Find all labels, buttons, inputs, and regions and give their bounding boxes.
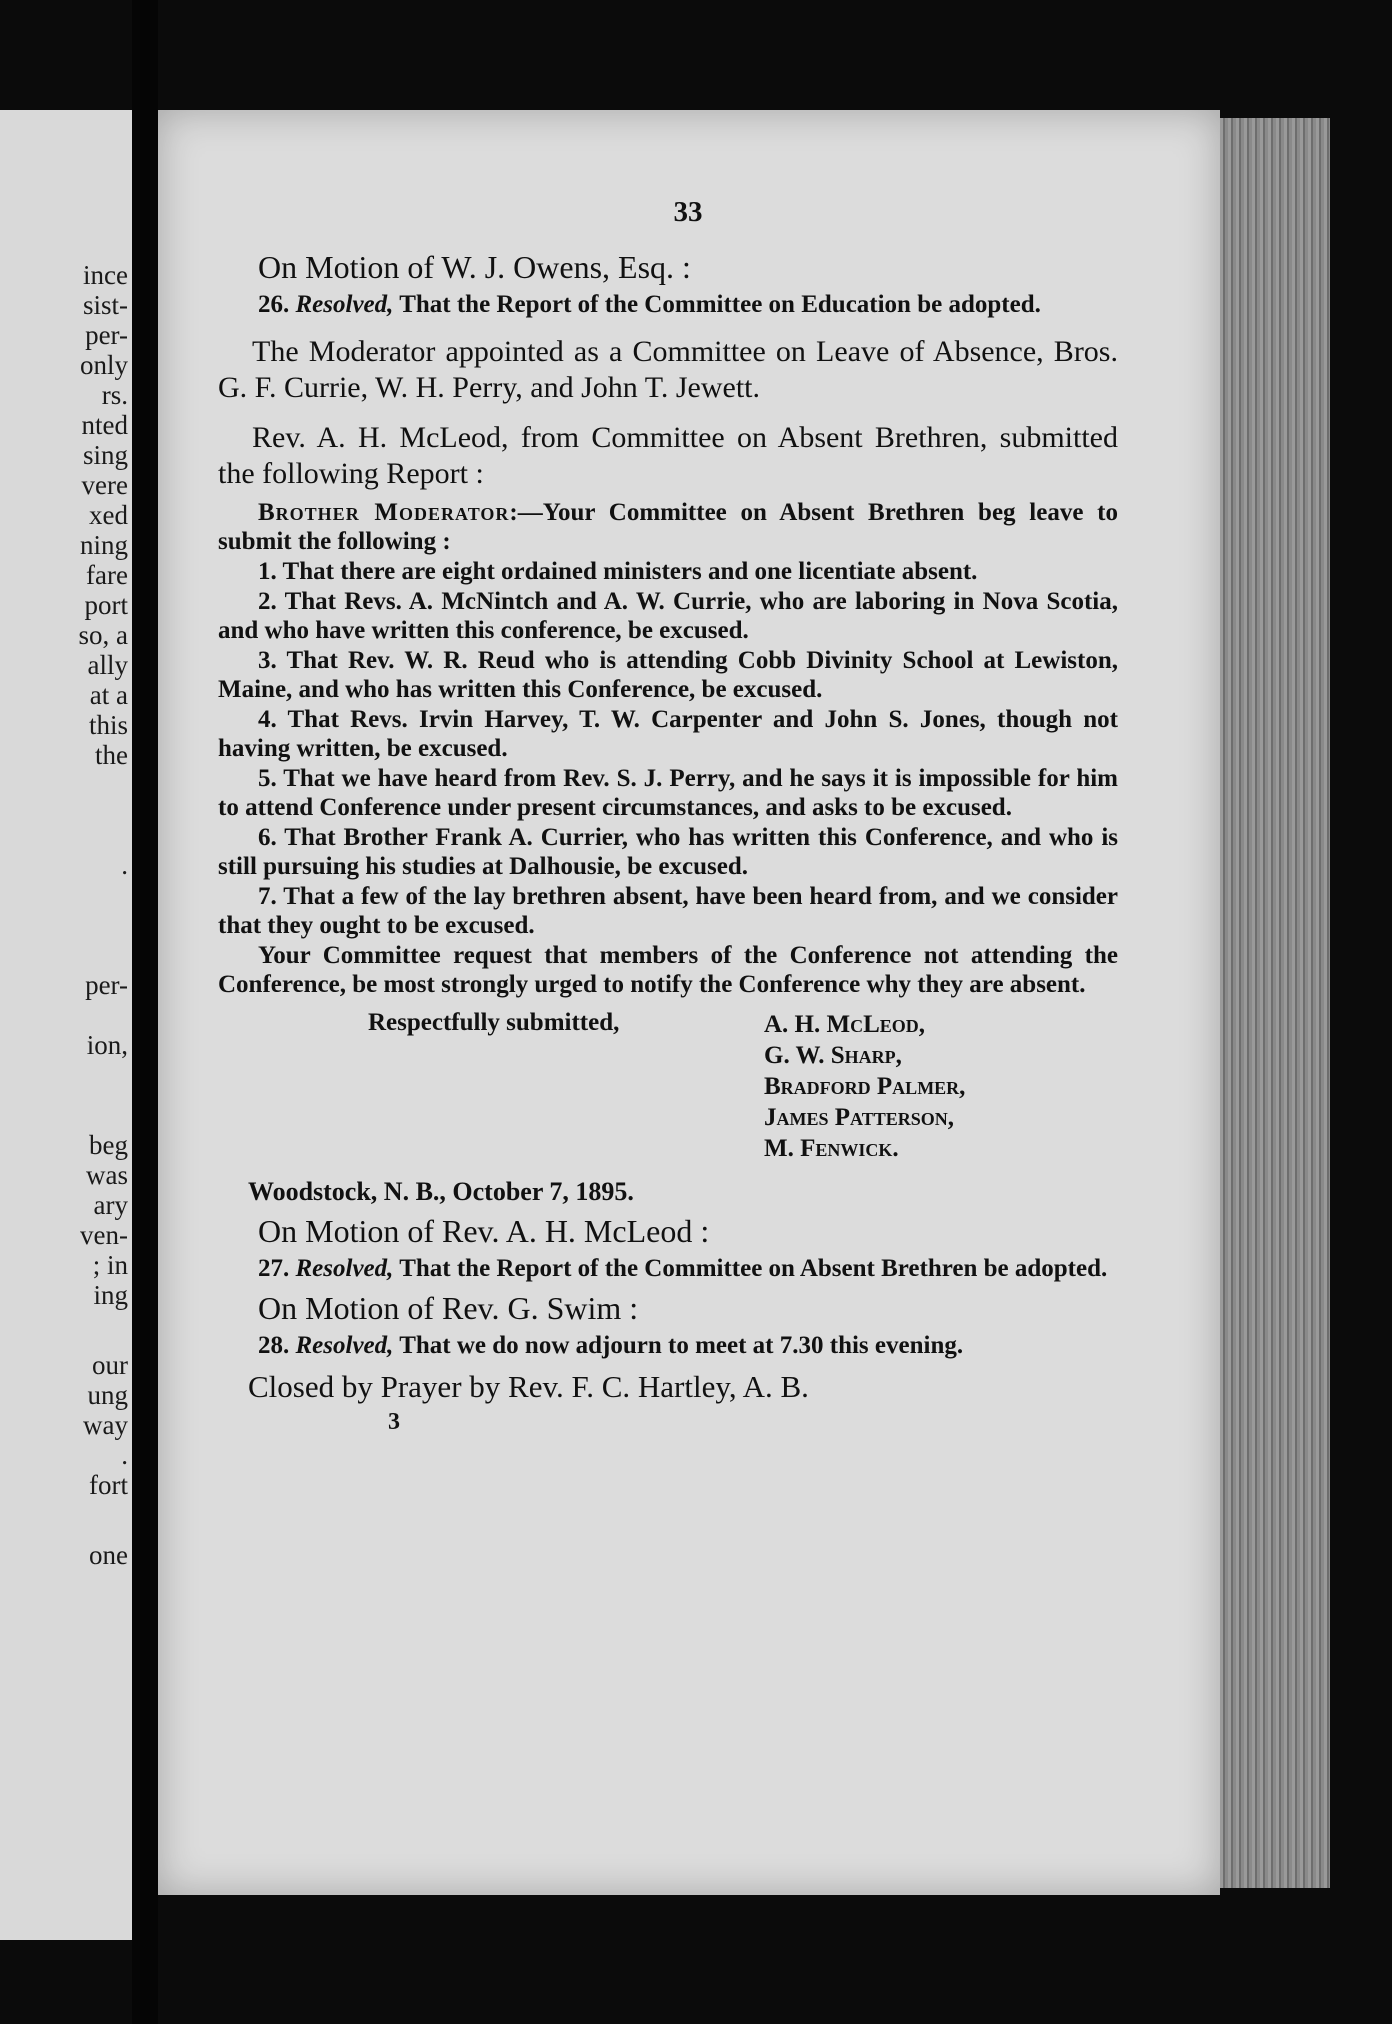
left-page-fragment: port: [84, 590, 128, 620]
left-page-fragment: ung: [87, 1380, 128, 1410]
report-item: 7. That a few of the lay brethren absent, have been heard from, and we consider that they ought to be excused.: [218, 883, 1118, 939]
closing-line: Closed by Prayer by Rev. F. C. Hartley, A. B.: [248, 1369, 809, 1404]
left-page-fragment: ary: [93, 1190, 128, 1220]
resolution-27: 27. Resolved, That the Report of the Committee on Absent Brethren be adopted.: [258, 1255, 1108, 1282]
left-page-fragment: at a: [89, 680, 128, 710]
signature-mark: 3: [388, 1409, 400, 1435]
left-page-fragment: xed: [89, 500, 128, 530]
left-page-fragment: sing: [82, 440, 128, 470]
left-page-fragment: fare: [86, 560, 128, 590]
book-page: [158, 110, 1220, 1895]
left-page-fragment: ning: [79, 530, 128, 560]
signatory: G. W. Sharp,: [764, 1042, 902, 1069]
left-page-fragment: ing: [93, 1280, 128, 1310]
motion-heading: On Motion of W. J. Owens, Esq. :: [258, 249, 691, 285]
report-item: 3. That Rev. W. R. Reud who is attending Cobb Divinity School at Lewiston, Maine, and who has written this Conference, be excused.: [218, 647, 1118, 703]
left-page-fragment: sist-: [82, 290, 128, 320]
left-page-fragment: per-: [85, 320, 128, 350]
signatory: Bradford Palmer,: [764, 1073, 966, 1100]
left-page-fragment: one: [89, 1540, 128, 1570]
signatory: M. Fenwick.: [764, 1135, 899, 1162]
dateline: Woodstock, N. B., October 7, 1895.: [248, 1177, 634, 1206]
report-item: 5. That we have heard from Rev. S. J. Perry, and he says it is impossible for him to attend Conference under present circumstances, and asks to be excused.: [218, 765, 1118, 821]
page-block-edges: [1220, 118, 1330, 1888]
respectfully-submitted: Respectfully submitted,: [368, 1009, 620, 1036]
report-signoff: [218, 1009, 1118, 1171]
report-request: Your Committee request that members of the Conference not attending the Conference, be most strongly urged to notify the Conference why they are absent.: [218, 942, 1118, 998]
left-page-fragment: ion,: [86, 1030, 128, 1060]
left-page-fragment: nted: [81, 410, 128, 440]
left-page-fragment: .: [121, 1440, 128, 1470]
left-page-fragment: ven-: [80, 1220, 128, 1250]
page-number: 33: [673, 196, 703, 228]
report-item: 6. That Brother Frank A. Currier, who has written this Conference, and who is still pursuing his studies at Dalhousie, be excused.: [218, 824, 1118, 880]
resolution-26: 26. Resolved, That the Report of the Committee on Education be adopted.: [258, 291, 1041, 318]
report-intro: Brother Moderator:—Your Committee on Absent Brethren beg leave to submit the following :: [218, 499, 1118, 555]
report-item: 1. That there are eight ordained ministers and one licentiate absent.: [258, 558, 978, 585]
left-page-fragment: .: [121, 850, 128, 880]
left-page-fragment: ally: [87, 650, 128, 680]
left-page-fragment: this: [88, 710, 128, 740]
left-page-fragment: only: [79, 350, 128, 380]
left-page-fragment: fort: [89, 1470, 128, 1500]
signatory: A. H. McLeod,: [764, 1011, 926, 1038]
report-item: 2. That Revs. A. McNintch and A. W. Currie, who are laboring in Nova Scotia, and who have written this conference, be excused.: [218, 588, 1118, 644]
page-content: [218, 196, 1118, 1436]
left-page-fragment: way: [83, 1410, 128, 1440]
left-page-fragment: rs.: [101, 380, 128, 410]
left-page-fragment: was: [86, 1160, 128, 1190]
previous-page-edge: [0, 110, 132, 1940]
book-gutter: [132, 0, 158, 2024]
mcleod-paragraph: Rev. A. H. McLeod, from Committee on Absent Brethren, submitted the following Report :: [218, 421, 1118, 490]
left-page-fragment: vere: [81, 470, 128, 500]
left-page-fragment: the: [95, 740, 128, 770]
left-page-fragment: ince: [83, 260, 128, 290]
left-page-fragment: so, a: [78, 620, 128, 650]
resolution-28: 28. Resolved, That we do now adjourn to meet at 7.30 this evening.: [258, 1332, 964, 1359]
motion-heading: On Motion of Rev. A. H. McLeod :: [258, 1213, 710, 1249]
motion-heading: On Motion of Rev. G. Swim :: [258, 1290, 639, 1326]
left-page-fragment: ; in: [92, 1250, 128, 1280]
moderator-paragraph: The Moderator appointed as a Committee on Leave of Absence, Bros. G. F. Currie, W. H. Perry, and John T. Jewett.: [218, 335, 1118, 404]
left-page-fragment: our: [92, 1350, 128, 1380]
left-page-fragment: per-: [85, 970, 128, 1000]
signatory: James Patterson,: [764, 1104, 954, 1131]
report-item: 4. That Revs. Irvin Harvey, T. W. Carpenter and John S. Jones, though not having written, be excused.: [218, 706, 1118, 762]
left-page-fragment: beg: [89, 1130, 128, 1160]
signatory-list: [764, 1009, 965, 1164]
